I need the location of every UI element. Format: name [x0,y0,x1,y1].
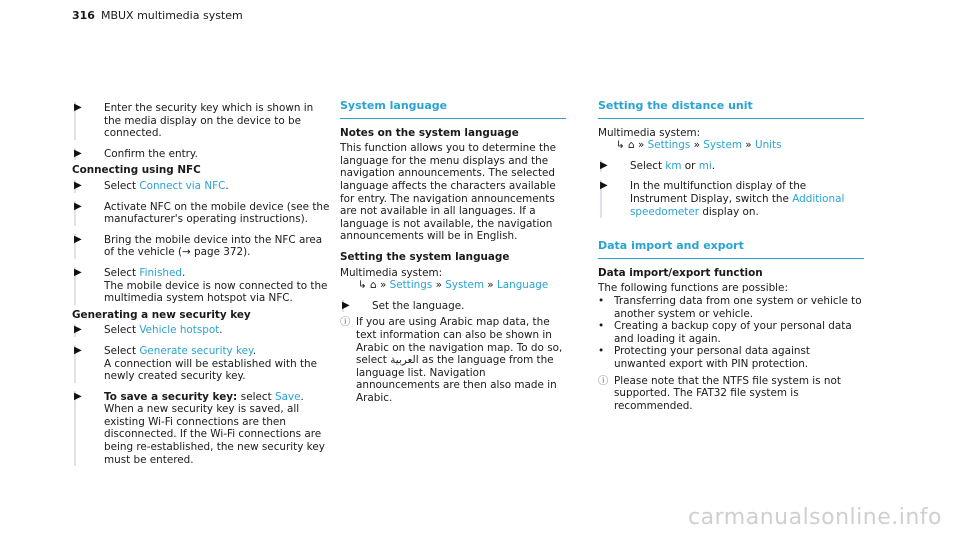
menu-path-label: Multimedia system: [598,126,701,139]
step-text: Confirm the entry. [104,147,198,160]
subheading: Data import/export function [598,266,763,279]
chevron-icon: » [435,279,442,292]
list-item: • Transferring data from one system or vehicle to another system or vehicle. [598,294,862,320]
step [74,201,330,226]
bullet-icon: • [598,320,605,333]
menu-path: ↳ ⌂ » Settings » System » Units [616,139,782,152]
step-text: Select km or mi. [630,159,716,172]
step-arrow-icon: ▶ [74,266,82,278]
info-icon: ⓘ [340,316,351,329]
menu-item-finished: Finished [139,266,182,279]
list-item: • Creating a backup copy of your personal data and loading it again. [598,320,852,345]
note: ⓘ If you are using Arabic map data, the text information can also be shown in Arabic on the navigation map. To do so, select العربية as the language from the language list. Navigation announcements are then also made in Arabic. [340,316,563,404]
step-arrow-icon: ▶ [74,147,82,159]
step-text: Select Vehicle hotspot. [104,324,223,337]
menu-item-vehicle-hotspot: Vehicle hotspot [139,324,220,337]
step [74,345,330,383]
return-arrow-icon: ↳ [358,279,367,292]
column-3 [598,100,864,412]
subheading: Notes on the system language [340,126,519,139]
subheading: Setting the system language [340,250,510,263]
chevron-icon: » [487,279,494,292]
step-arrow-icon: ▶ [74,102,82,113]
step [600,180,864,218]
step [74,180,330,193]
step-text: Select Finished. The mobile device is now connected to the multimedia system hotspot via NFC. [104,266,328,305]
step [342,300,566,313]
step-text: Select Connect via NFC. [104,179,229,192]
column-2 [340,100,566,404]
step-arrow-icon: ▶ [74,179,82,191]
menu-item-connect-via-nfc: Connect via NFC [139,179,226,192]
step-text: Enter the security key which is shown in the media display on the device to be connected. [104,102,314,140]
section-title: Data import and export [598,240,864,259]
section-title: Setting the distance unit [598,100,864,119]
step [74,391,330,467]
paragraph: The following functions are possible: [598,282,788,295]
step-arrow-icon: ▶ [74,233,82,245]
step [74,102,330,140]
step-text: Select Generate security key. A connection will be established with the newly created security key. [104,344,318,383]
note: ⓘ Please note that the NTFS file system is not supported. The FAT32 file system is recommended. [598,374,841,412]
step-arrow-icon: ▶ [600,159,608,171]
bullet-icon: • [598,345,605,358]
step-text: Bring the mobile device into the NFC area of the vehicle (→ page 372). [104,233,323,259]
chevron-icon: » [637,139,645,152]
return-arrow-icon: ↳ [616,139,625,152]
info-icon: ⓘ [598,374,609,387]
column-1 [72,102,330,466]
subheading: Connecting using NFC [72,164,201,177]
step-arrow-icon: ▶ [342,299,350,311]
menu-item-generate-security-key: Generate security key [139,344,253,357]
step-arrow-icon: ▶ [600,180,608,192]
paragraph: This function allows you to determine the language for the menu displays and the navigation announcements. The selected language affects the characters available for entry. The navigation announcements are not available in all languages. If a language is not available, the navigation announcements will be in English. [340,142,557,243]
step-arrow-icon: ▶ [74,324,82,336]
subheading: Generating a new security key [72,308,251,321]
step-text: To save a security key: select Save. When a new security key is saved, all existing Wi-Fi connections are then disconnected. If the Wi-Fi connections are being re-established, the new security key must be entered. [104,390,325,466]
step-arrow-icon: ▶ [74,200,82,212]
step [600,160,864,173]
menu-path: ↳ ⌂ » Settings » System » Language [358,279,549,292]
chevron-icon: » [379,279,387,292]
chevron-icon: » [745,139,752,152]
step-text: Activate NFC on the mobile device (see the manufacturer's operating instructions). [104,200,330,226]
header-title: MBUX multimedia system [100,9,243,22]
bullet-icon: • [598,294,605,307]
chevron-icon: » [693,139,700,152]
watermark: carmanualsonline.info [688,505,942,531]
step-arrow-icon: ▶ [74,344,82,356]
step-arrow-icon: ▶ [74,390,82,402]
menu-path-label: Multimedia system: [340,266,443,279]
menu-item-save: Save [274,390,301,403]
step [74,267,330,305]
step-text: In the multifunction display of the Instrument Display, switch the Additional speedometer display on. [630,180,845,218]
list-item: • Protecting your personal data against unwanted export with PIN protection. [598,345,810,370]
step [74,148,330,161]
step-text: Set the language. [372,299,465,312]
section-title: System language [340,100,566,119]
step [74,234,330,259]
home-icon: ⌂ [628,139,635,152]
page-header [72,10,243,23]
page-number: 316 [72,9,95,22]
step [74,324,330,337]
home-icon: ⌂ [370,279,377,292]
